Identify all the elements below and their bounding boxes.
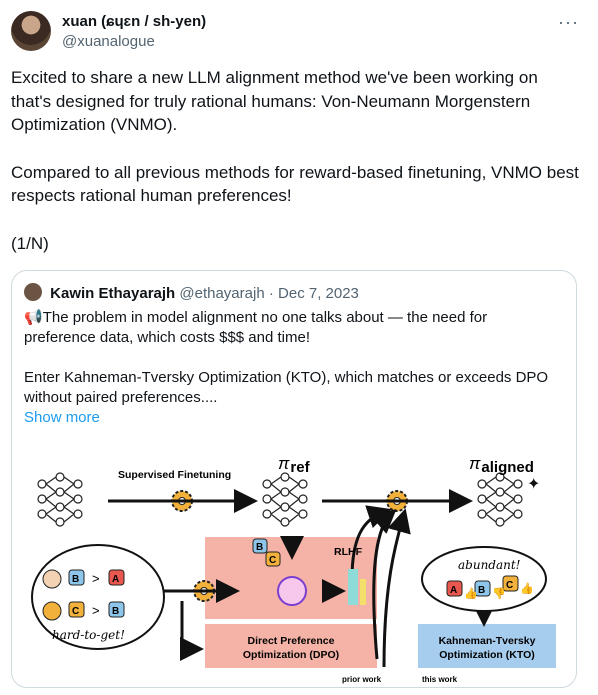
bar-icon xyxy=(360,579,366,605)
show-more-link[interactable]: Show more xyxy=(24,409,100,426)
quoted-author-handle[interactable]: @ethayarajh xyxy=(179,285,265,302)
pi-ref-label: πref xyxy=(278,454,310,476)
tweet-body xyxy=(11,66,581,255)
dpo-arrow xyxy=(182,601,198,649)
kto-return-arrow xyxy=(384,514,404,667)
ref-model-icon xyxy=(263,473,307,526)
author-handle[interactable]: @xuanalogue xyxy=(62,33,155,50)
base-model-icon xyxy=(38,473,82,526)
rlhf-label: RLHF xyxy=(334,546,362,558)
abundant-ellipse xyxy=(422,547,546,611)
letter-c: C xyxy=(506,580,514,591)
greater-than: > xyxy=(92,603,100,618)
quoted-text xyxy=(24,308,554,428)
quoted-header xyxy=(24,283,359,302)
quoted-author-name[interactable]: Kawin Ethayarajh xyxy=(50,285,176,302)
letter-b: B xyxy=(478,585,486,596)
prior-work-label: prior work xyxy=(342,675,382,684)
tweet-paragraph: (1/N) xyxy=(11,233,49,253)
thumbs-down-icon: 👎 xyxy=(492,588,506,600)
more-options-icon[interactable]: ··· xyxy=(558,12,579,32)
sft-label: Supervised Finetuning xyxy=(118,469,232,481)
bar-icon xyxy=(348,569,358,605)
thumbs-up-icon: 👍 xyxy=(464,588,478,600)
greater-than: > xyxy=(92,571,100,586)
separator-dot: · xyxy=(268,285,274,302)
person-icon xyxy=(43,602,61,620)
letter-b: B xyxy=(112,606,120,617)
person-icon xyxy=(43,570,61,588)
abundant-label: abundant! xyxy=(458,558,521,572)
this-work-label: this work xyxy=(422,675,458,684)
kto-figure[interactable] xyxy=(12,419,576,688)
quoted-line: The problem in model alignment no one talks about — the need for preference data, which costs $$$ and time! xyxy=(24,309,488,346)
author-name[interactable]: xuan (ɕɥɛn / sh-yen) xyxy=(62,13,207,30)
letter-b: B xyxy=(256,542,264,553)
quoted-avatar[interactable] xyxy=(24,283,42,301)
thumbs-up-icon: 👍 xyxy=(520,583,534,595)
tweet-paragraph: Excited to share a new LLM alignment method we've been working on that's designed for truly rational humans: Von-Neumann Morgenstern Optimization (VNMO). xyxy=(11,68,538,134)
dpo-label-2: Optimization (DPO) xyxy=(242,649,340,661)
quoted-line: Enter Kahneman-Tversky Optimization (KTO), which matches or exceeds DPO without paired preferences.... xyxy=(24,369,549,406)
reward-model-icon xyxy=(278,577,306,605)
dpo-label-1: Direct Preference xyxy=(247,635,335,647)
kto-label-1: Kahneman-Tversky xyxy=(438,635,536,647)
letter-a: A xyxy=(450,585,458,596)
hard-to-get-label: hard-to-get! xyxy=(52,628,125,642)
megaphone-icon: 📢 xyxy=(24,309,43,326)
letter-a: A xyxy=(112,574,120,585)
letter-b: B xyxy=(72,574,80,585)
tweet-paragraph: Compared to all previous methods for reward-based finetuning, VNMO best respects rational human preferences! xyxy=(11,162,579,205)
letter-c: C xyxy=(269,555,277,566)
sparkle-icon: ✦ xyxy=(527,476,541,493)
avatar[interactable] xyxy=(11,11,51,51)
quoted-tweet[interactable] xyxy=(11,270,577,688)
aligned-model-icon xyxy=(478,473,522,526)
letter-c: C xyxy=(72,606,80,617)
pi-aligned-label: πaligned xyxy=(469,454,534,476)
quoted-date[interactable]: Dec 7, 2023 xyxy=(278,285,359,302)
kto-label-2: Optimization (KTO) xyxy=(439,649,535,661)
